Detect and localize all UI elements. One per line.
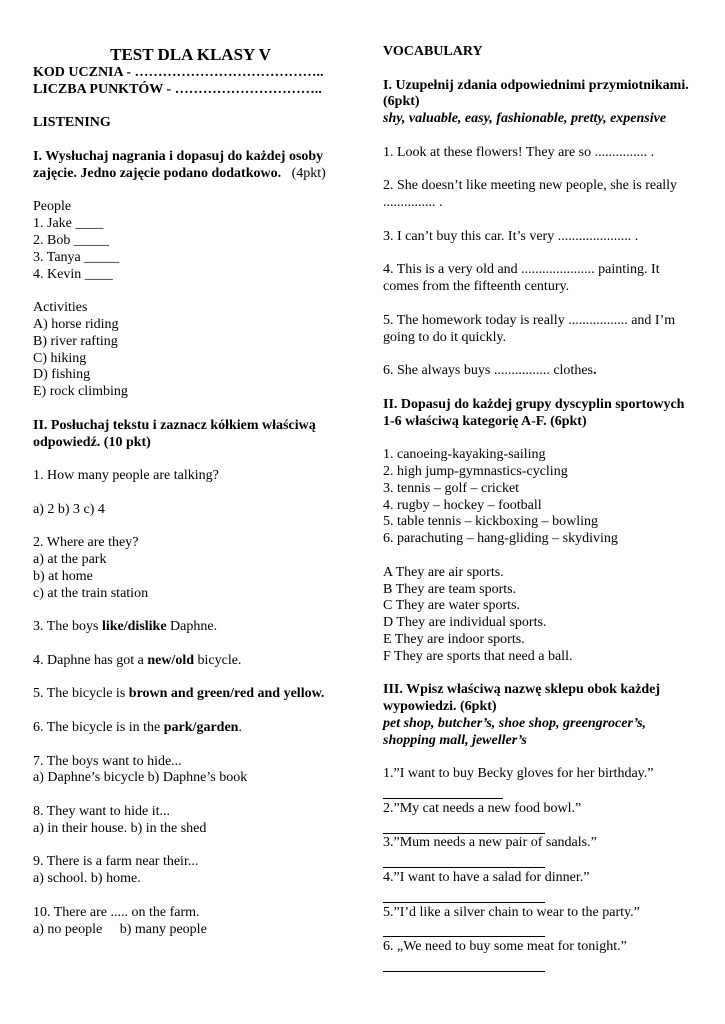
sport-group: 2. high jump-gymnastics-cycling bbox=[383, 463, 568, 479]
question-9-options[interactable]: a) school. b) home. bbox=[33, 871, 141, 887]
question-2-option[interactable]: b) at home bbox=[33, 568, 93, 584]
activity-item: D) fishing bbox=[33, 367, 91, 383]
question-9: 9. There is a farm near their... bbox=[33, 854, 199, 870]
sport-category: A They are air sports. bbox=[383, 564, 504, 580]
sport-group: 5. table tennis – kickboxing – bowling bbox=[383, 514, 599, 530]
people-label: People bbox=[33, 199, 72, 215]
test-title: TEST DLA KLASY V bbox=[110, 45, 271, 64]
question-4-choice[interactable]: new/old bbox=[147, 652, 194, 668]
answer-line[interactable] bbox=[383, 956, 545, 972]
sport-group: 6. parachuting – hang-gliding – skydiving bbox=[383, 531, 618, 547]
sport-category: F They are sports that need a ball. bbox=[383, 648, 573, 664]
question-2-option[interactable]: a) at the park bbox=[33, 552, 107, 568]
answer-line[interactable] bbox=[383, 783, 503, 799]
activities-label: Activities bbox=[33, 300, 88, 316]
vocab-ex1-word-bank: shy, valuable, easy, fashionable, pretty, expensive bbox=[383, 111, 667, 127]
question-10-options[interactable]: a) no people b) many people bbox=[33, 921, 207, 937]
question-8: 8. They want to hide it... bbox=[33, 804, 170, 820]
sport-group: 4. rugby – hockey – football bbox=[383, 497, 542, 513]
vocabulary-heading: VOCABULARY bbox=[383, 44, 483, 59]
question-10: 10. There are ..... on the farm. bbox=[33, 904, 200, 920]
sport-category: E They are indoor sports. bbox=[383, 631, 525, 647]
shop-quote: 1.”I want to buy Becky gloves for her birthday.” bbox=[383, 766, 654, 782]
question-1-options[interactable]: a) 2 b) 3 c) 4 bbox=[33, 501, 105, 517]
question-5: 5. The bicycle is brown and green/red and yellow. bbox=[33, 686, 325, 702]
listening-ex2-heading: II. Posłuchaj tekstu i zaznacz kółkiem właściwą odpowiedź. (10 pkt) bbox=[33, 417, 316, 450]
person-item: 3. Tanya _____ bbox=[33, 249, 120, 265]
question-2: 2. Where are they? bbox=[33, 535, 139, 551]
vocab-ex3-word-bank: pet shop, butcher’s, shoe shop, greengrocer’s, shopping mall, jeweller’s bbox=[383, 715, 647, 748]
sentence-6[interactable]: 6. She always buys ................ clothes. bbox=[383, 363, 597, 379]
ex1-number: I bbox=[33, 148, 39, 164]
listening-ex1-instruction bbox=[33, 149, 348, 183]
question-3-choice[interactable]: like/dislike bbox=[101, 619, 167, 635]
question-2-option[interactable]: c) at the train station bbox=[33, 585, 149, 601]
sentence-3[interactable]: 3. I can’t buy this car. It’s very ..................... . bbox=[383, 228, 639, 244]
activity-item: A) horse riding bbox=[33, 316, 119, 332]
shop-quote: 3.”Mum needs a new pair of sandals.” bbox=[383, 835, 597, 851]
activity-item: B) river rafting bbox=[33, 333, 118, 349]
sentence-4[interactable]: 4. This is a very old and ..................... painting. It comes from the fifteenth century. bbox=[383, 262, 660, 295]
shop-quote: 6. „We need to buy some meat for tonight.” bbox=[383, 939, 627, 955]
activity-item: C) hiking bbox=[33, 350, 87, 366]
sentence-1[interactable]: 1. Look at these flowers! They are so ............... . bbox=[383, 144, 655, 160]
sentence-2[interactable]: 2. She doesn’t like meeting new people, she is really ............... . bbox=[383, 178, 678, 211]
ex1-points: (4pkt) bbox=[291, 165, 326, 181]
person-item: 2. Bob _____ bbox=[33, 232, 109, 248]
question-3: 3. The boys like/dislike Daphne. bbox=[33, 619, 218, 635]
shop-quote: 2.”My cat needs a new food bowl.” bbox=[383, 800, 582, 816]
question-1: 1. How many people are talking? bbox=[33, 468, 219, 484]
right-column bbox=[383, 44, 695, 974]
student-code-line: KOD UCZNIA - ………………………………….. bbox=[33, 65, 324, 80]
sport-category: B They are team sports. bbox=[383, 581, 517, 597]
sport-category: C They are water sports. bbox=[383, 598, 520, 614]
question-8-options[interactable]: a) in their house. b) in the shed bbox=[33, 820, 207, 836]
answer-line[interactable] bbox=[383, 887, 545, 903]
answer-line[interactable] bbox=[383, 818, 545, 834]
vocab-ex1-heading: I. Uzupełnij zdania odpowiednimi przymiotnikami. (6pkt) bbox=[383, 77, 689, 110]
activity-item: E) rock climbing bbox=[33, 384, 128, 400]
answer-line[interactable] bbox=[383, 852, 545, 868]
answer-line[interactable] bbox=[383, 921, 545, 937]
left-column bbox=[33, 44, 348, 938]
question-5-choice[interactable]: brown and green/red and yellow. bbox=[128, 686, 325, 702]
listening-heading: LISTENING bbox=[33, 115, 111, 131]
sport-category: D They are individual sports. bbox=[383, 615, 547, 631]
shop-quote: 5.”I’d like a silver chain to wear to the party.” bbox=[383, 904, 640, 920]
person-item: 1. Jake ____ bbox=[33, 216, 104, 232]
points-line: LICZBA PUNKTÓW - ………………………….. bbox=[33, 81, 322, 97]
vocab-ex2-heading: II. Dopasuj do każdej grupy dyscyplin sportowych 1-6 właściwą kategorię A-F. (6pkt) bbox=[383, 396, 685, 429]
question-6-choice[interactable]: park/garden bbox=[163, 720, 239, 736]
ex1-instruction-text: . Wysłuchaj nagrania i dopasuj do każdej osoby zajęcie. Jedno zajęcie podano dodatkowo. bbox=[33, 148, 324, 181]
question-4: 4. Daphne has got a new/old bicycle. bbox=[33, 652, 242, 668]
question-7-options[interactable]: a) Daphne’s bicycle b) Daphne’s book bbox=[33, 770, 248, 786]
sport-group: 1. canoeing-kayaking-sailing bbox=[383, 447, 546, 463]
sentence-5[interactable]: 5. The homework today is really ................. and I’m going to do it quickly. bbox=[383, 312, 676, 345]
question-6: 6. The bicycle is in the park/garden. bbox=[33, 720, 242, 736]
shop-quote: 4.”I want to have a salad for dinner.” bbox=[383, 870, 590, 886]
vocab-ex3-heading: III. Wpisz właściwą nazwę sklepu obok każdej wypowiedzi. (6pkt) bbox=[383, 682, 661, 715]
sport-group: 3. tennis – golf – cricket bbox=[383, 480, 520, 496]
person-item: 4. Kevin ____ bbox=[33, 266, 113, 282]
question-7: 7. The boys want to hide... bbox=[33, 753, 182, 769]
